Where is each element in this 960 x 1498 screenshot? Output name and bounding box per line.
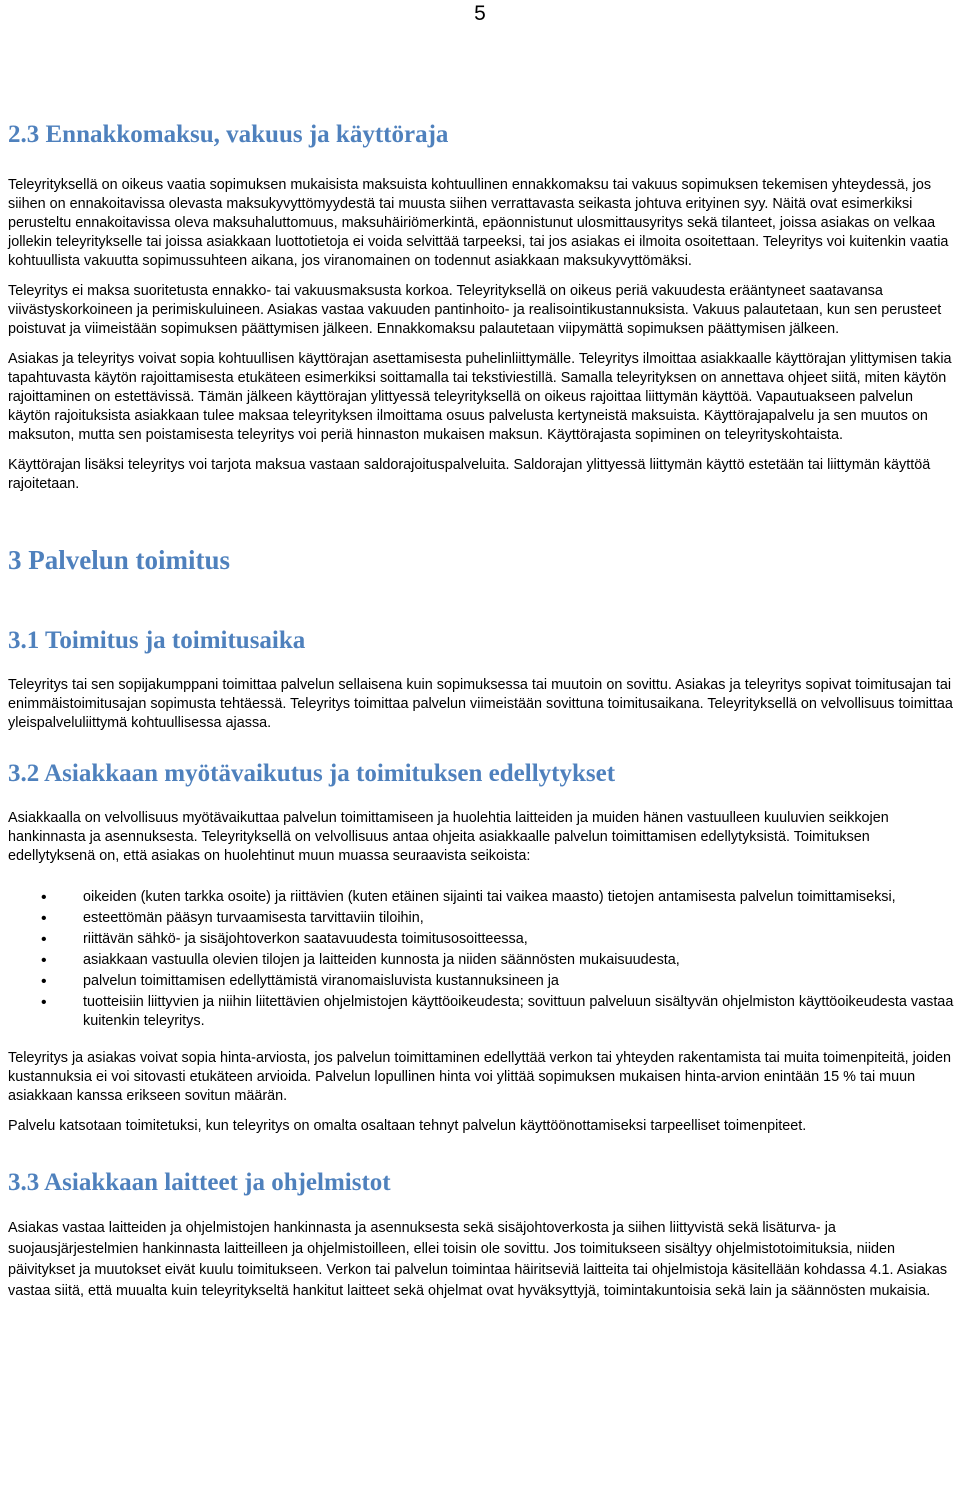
paragraph: Asiakas vastaa laitteiden ja ohjelmistojen hankinnasta ja asennuksesta sekä sisäjohtoverkosta ja siihen liittyvistä sekä lisäturva- ja suojausjärjestelmien hankinnasta laitteilleen ja ohjelmistoilleen, ellei toisin ole sovittu. Jos toimitukseen sisältyy ohjelmistotoimituksia, niiden päivitykset ja muutokset eivät kuulu toimitukseen. Verkon tai palvelun toimintaa häiritseviä laitteita tai ohjelmistoja käsitellään kohdassa 4.1. Asiakas vastaa siitä, että muualta kuin teleyritykseltä hankitut laitteet sekä ohjelmat ovat hyväksyttyjä, toimintakuntoisia sekä lain ja säännösten mukaisia. [8, 1220, 948, 1299]
paragraph: Asiakas ja teleyritys voivat sopia kohtuullisen käyttörajan asettamisesta puhelinliittymälle. Teleyritys ilmoittaa asiakkaalle käyttörajan ylittymisen takia tapahtuvasta käytön rajoittamisesta etukäteen esimerkiksi soittamalla tai tekstiviestillä. Samalla teleyrityksen on annettava ohjeet siitä, miten käytön rajoittaminen on estettävissä. Tämän jälkeen käyttörajan ylittyessä teleyrityksellä on oikeus rajoittaa liittymän käyttöä. Vapautuakseen palvelun käytön rajoituksista asiakkaan tulee maksaa teleyrityksen ilmoittama osuus palvelusta kertyneistä maksuista. Käyttörajapalvelu ja sen muutos on maksuton, mutta sen poistamisesta teleyritys voi periä hinnaston mukaisen maksun. Käyttörajasta sopiminen on teleyrityskohtaista. [8, 351, 952, 443]
section-heading-3: 3 Palvelun toimitus [8, 545, 231, 575]
page-number: 5 [474, 2, 486, 25]
paragraph: Teleyritys ei maksa suoritetusta ennakko- tai vakuusmaksusta korkoa. Teleyrityksellä on oikeus periä vakuudesta erääntyneet saatavansa viivästyskorkoineen ja perimiskuluineen. Asiakas vastaa vakuuden pantinhoito- ja realisointikustannuksista. Vakuus palautetaan, kun sen perusteet poistuvat ja viimeistään sopimuksen päättymisen jälkeen. Ennakkomaksu palautetaan viipymättä sopimuksen päättymisen jälkeen. [8, 283, 942, 337]
requirements-list [8, 888, 956, 1031]
paragraph: Palvelu katsotaan toimitetuksi, kun teleyritys on omalta osaltaan tehnyt palvelun käyttöönottamiseksi tarpeelliset toimenpiteet. [8, 1118, 807, 1134]
list-item: • esteettömän pääsyn turvaamisesta tarvittaviin tiloihin, [8, 909, 956, 928]
list-item: • tuotteisiin liittyvien ja niihin liitettävien ohjelmistojen käyttöoikeudesta; sovittuun palveluun sisältyvän ohjelmiston käyttöoikeudesta vastaa kuitenkin teleyritys. [8, 993, 956, 1031]
paragraph: Asiakkaalla on velvollisuus myötävaikuttaa palvelun toimittamiseen ja huolehtia laitteiden ja muiden hänen vastuulleen kuuluvien seikkojen hankinnasta ja asennuksesta. Teleyrityksellä on velvollisuus antaa ohjeita asiakkaalle palvelun toimittamisen edellytyksistä. Toimituksen edellytyksenä on, että asiakas on huolehtinut muun muassa seuraavista seikoista: [8, 810, 889, 864]
paragraph: Teleyrityksellä on oikeus vaatia sopimuksen mukaisista maksuista kohtuullinen ennakkomaksu tai vakuus sopimuksen tekemisen yhteydessä, jos siihen on ennakoitavissa olevasta maksukyvyttömyydestä tai muusta siihen verrattavasta seikasta johtuva erityinen syy. Näitä ovat esimerkiksi perusteltu ennakoitavissa oleva maksuhaluttomuus, maksuhäiriömerkintä, epäonnistunut ulosmittausyritys sekä tilanteet, joissa asiakas on velkaa jollekin teleyritykselle tai joissa asiakkaan luottotietoja ei voida selvittää tarpeeksi, tai jos asiakas ei ilmoita osoitettaan. Teleyritys voi kuitenkin vaatia kohtuullista vakuutta sopimussuhteen aikana, jos viranomainen on todennut asiakkaan maksukyvyttömäksi. [8, 177, 949, 269]
list-item: • palvelun toimittamisen edellyttämistä viranomaisluvista kustannuksineen ja [8, 972, 956, 991]
section-heading-2-3: 2.3 Ennakkomaksu, vakuus ja käyttöraja [8, 121, 449, 148]
section-heading-3-1: 3.1 Toimitus ja toimitusaika [8, 627, 306, 654]
list-item: • riittävän sähkö- ja sisäjohtoverkon saatavuudesta toimitusosoitteessa, [8, 930, 956, 949]
document-body [8, 120, 956, 1302]
paragraph: Teleyritys tai sen sopijakumppani toimittaa palvelun sellaisena kuin sopimuksessa tai muutoin on sovittu. Asiakas ja teleyritys sopivat toimitusajan tai enimmäistoimitusajan sopimusta tehtäessä. Teleyritys toimittaa palvelun viimeistään sovittuna toimitusaikana. Teleyrityksellä on velvollisuus toimittaa yleispalveluliittymä kohtuullisessa ajassa. [8, 677, 953, 731]
section-heading-3-2: 3.2 Asiakkaan myötävaikutus ja toimituksen edellytykset [8, 760, 616, 787]
paragraph: Teleyritys ja asiakas voivat sopia hinta-arviosta, jos palvelun toimittaminen edellyttää verkon tai yhteyden rakentamista tai muita toimenpiteitä, joiden kustannuksia ei voi sitovasti etukäteen arvioida. Palvelun lopullinen hinta voi ylittää sopimuksen mukaisen hinta-arvion enintään 15 % tai muun asiakkaan kanssa erikseen sovitun määrän. [8, 1050, 952, 1104]
list-item: • oikeiden (kuten tarkka osoite) ja riittävien (kuten etäinen sijainti tai vaikea maasto) tietojen antamisesta palvelun toimittamiseksi, [8, 888, 956, 907]
paragraph: Käyttörajan lisäksi teleyritys voi tarjota maksua vastaan saldorajoituspalveluita. Saldorajan ylittyessä liittymän käyttö estetään tai liittymän käyttöä rajoitetaan. [8, 457, 931, 492]
list-item: • asiakkaan vastuulla olevien tilojen ja laitteiden kunnosta ja niiden säännösten mukaisuudesta, [8, 951, 956, 970]
section-heading-3-3: 3.3 Asiakkaan laitteet ja ohjelmistot [8, 1169, 391, 1196]
